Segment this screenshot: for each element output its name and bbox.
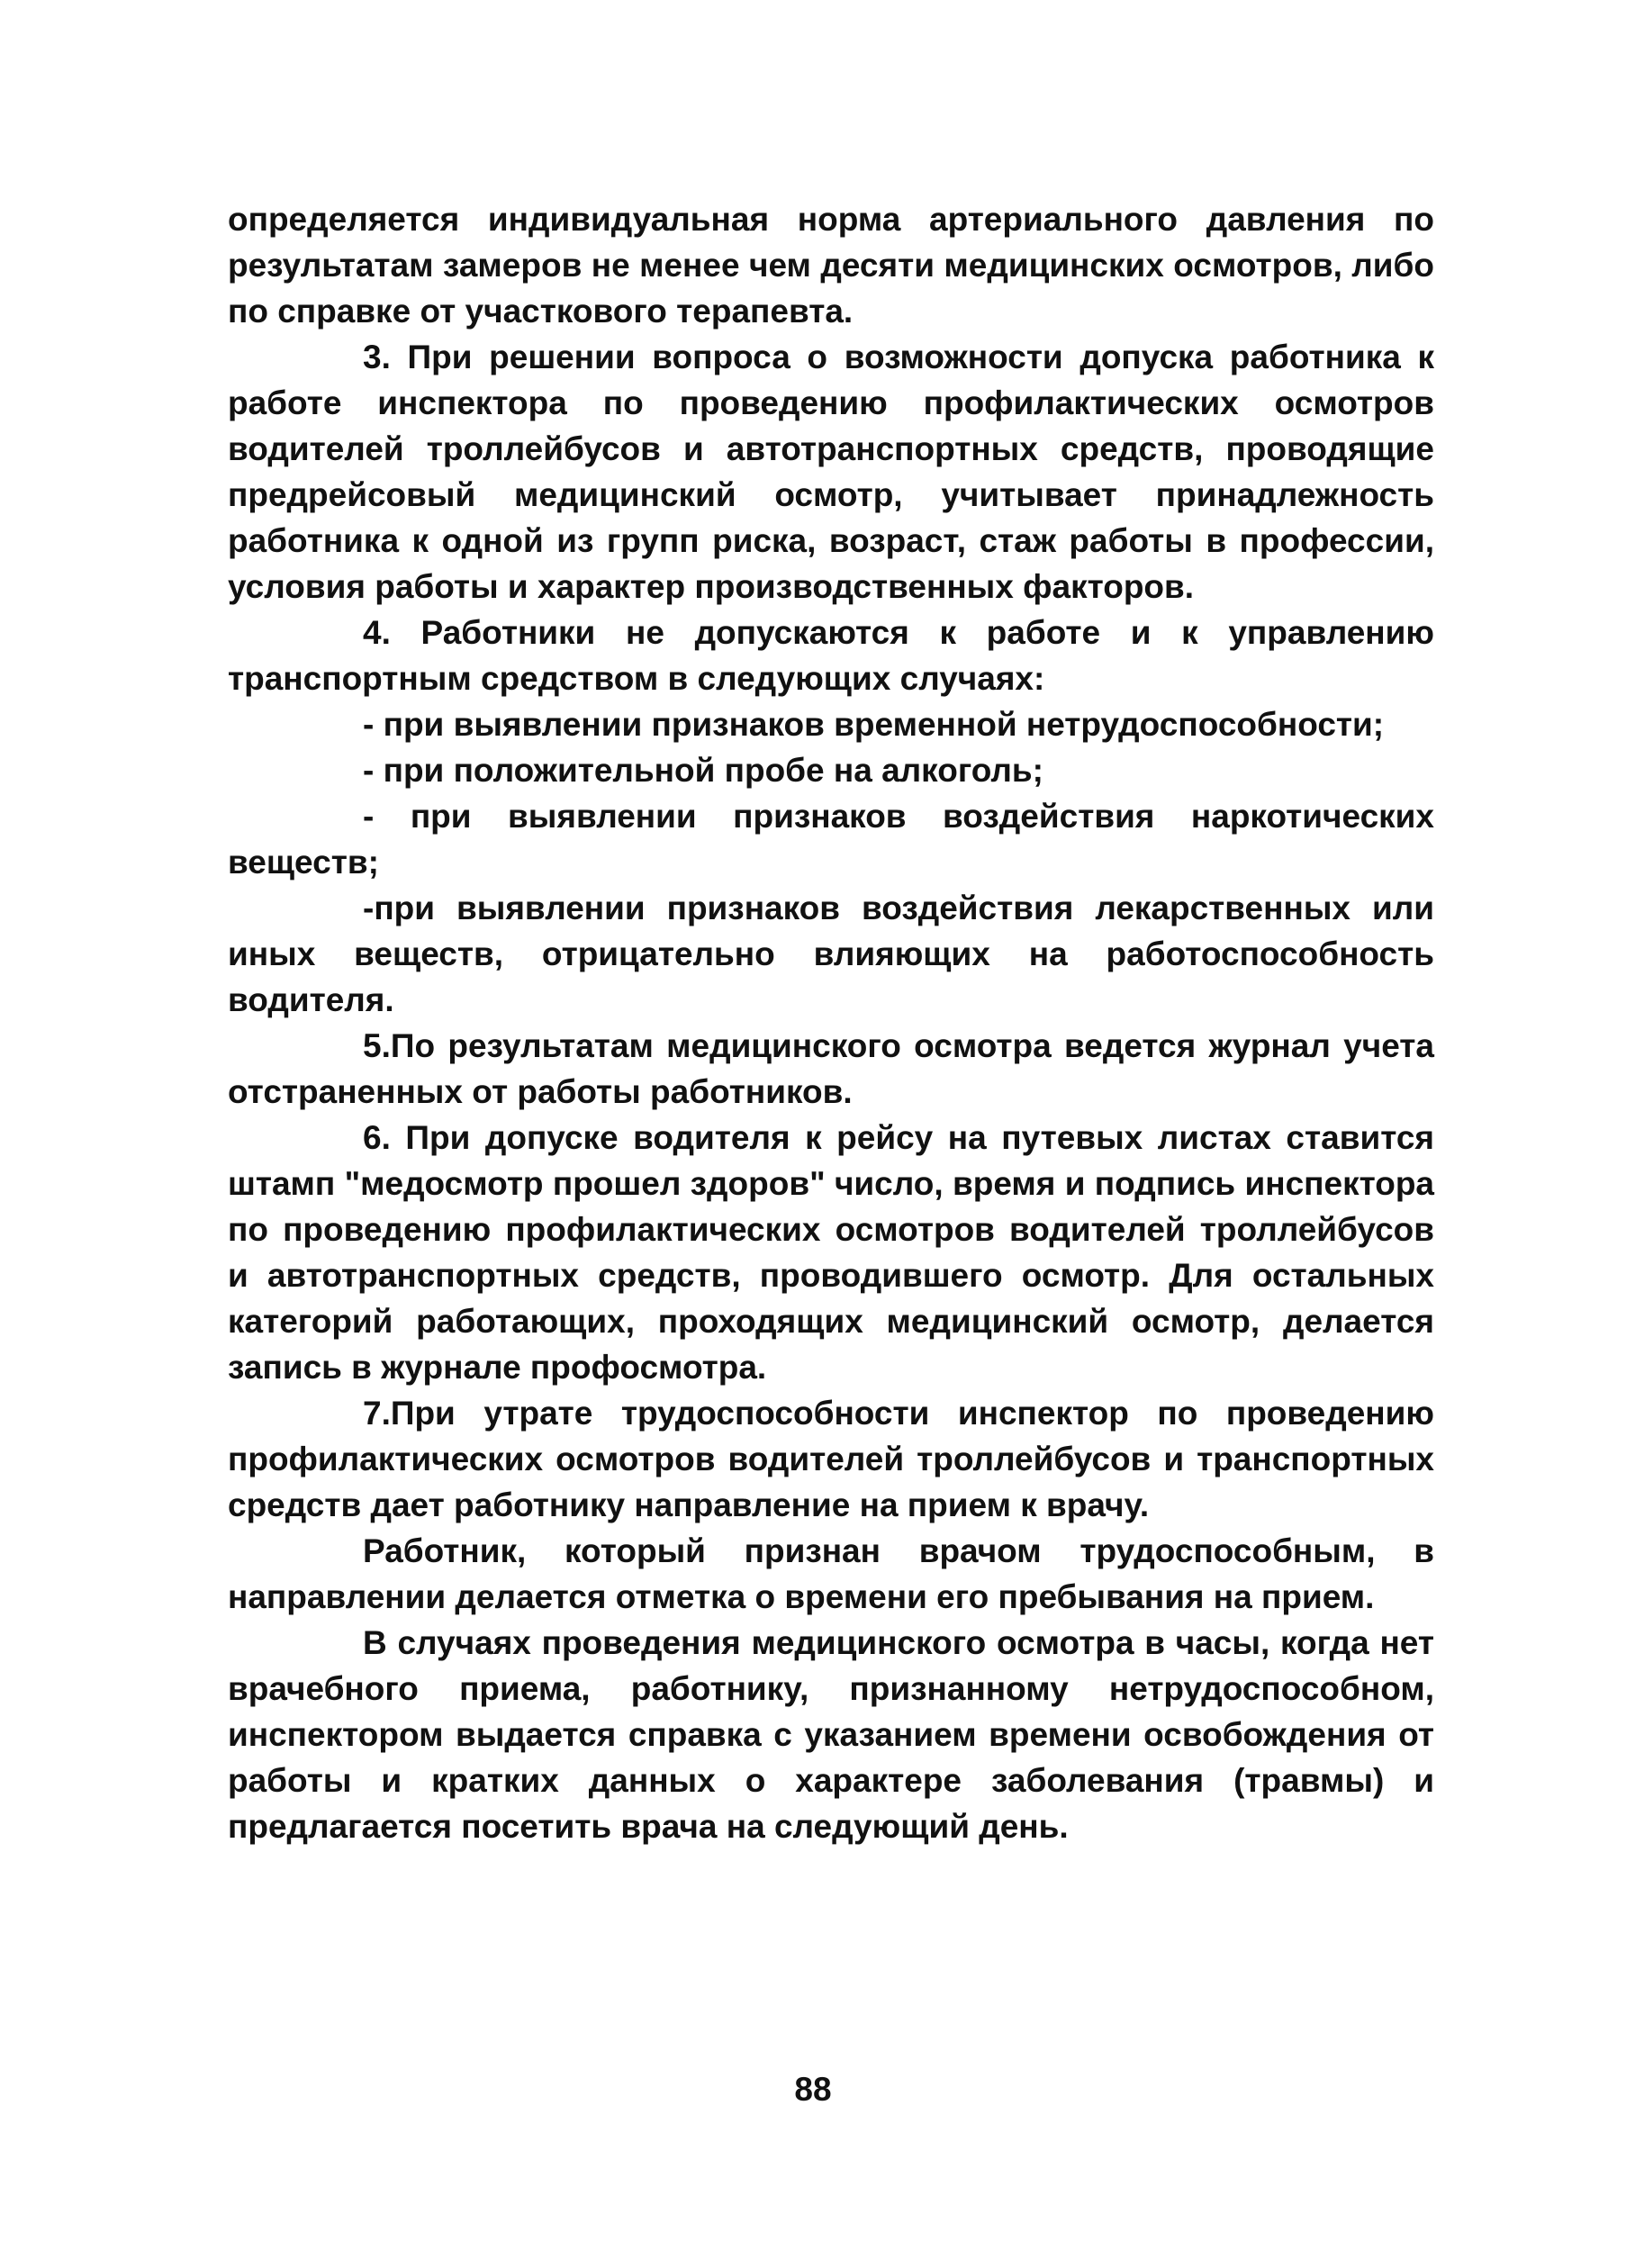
paragraph-item-6: 6. При допуске водителя к рейсу на путевых листах ставится штамп "медосмотр прошел здоров" число, время и подпись инспектора по проведению профилактических осмотров водителей троллейбусов и автотранспортных средств, проводившего осмотр. Для остальных категорий работающих, проходящих медицинский осмотр, делается запись в журнале профосмотра.	[228, 1119, 1434, 1386]
page-number: 88	[794, 2071, 832, 2108]
paragraph-continuation: определяется индивидуальная норма артериального давления по результатам замеров не менее чем десяти медицинских осмотров, либо по справке от участкового терапевта.	[228, 201, 1434, 330]
list-item-temporary-disability: - при выявлении признаков временной нетрудоспособности;	[363, 706, 1385, 743]
list-item-narcotics: - при выявлении признаков воздействия наркотических веществ;	[228, 798, 1434, 881]
paragraph-item-4: 4. Работники не допускаются к работе и к управлению транспортным средством в следующих случаях:	[228, 614, 1434, 697]
paragraph-no-doctor-hours: В случаях проведения медицинского осмотра в часы, когда нет врачебного приема, работнику, признанному нетрудоспособном, инспектором выдается справка с указанием времени освобождения от работы и кратких данных о характере заболевания (травмы) и предлагается посетить врача на следующий день.	[228, 1624, 1434, 1845]
paragraph-item-5: 5.По результатам медицинского осмотра ведется журнал учета отстраненных от работы работников.	[228, 1027, 1434, 1110]
list-item-alcohol-test: - при положительной пробе на алкоголь;	[363, 752, 1043, 789]
paragraph-item-7: 7.При утрате трудоспособности инспектор по проведению профилактических осмотров водителей троллейбусов и транспортных средств дает работнику направление на прием к врачу.	[228, 1395, 1434, 1523]
paragraph-fit-for-work: Работник, который признан врачом трудоспособным, в направлении делается отметка о времени его пребывания на прием.	[228, 1532, 1434, 1615]
list-item-medications: -при выявлении признаков воздействия лекарственных или иных веществ, отрицательно влияющих на работоспособность водителя.	[228, 890, 1434, 1018]
paragraph-item-3: 3. При решении вопроса о возможности допуска работника к работе инспектора по проведению профилактических осмотров водителей троллейбусов и автотранспортных средств, проводящие предрейсовый медицинский осмотр, учитывает принадлежность работника к одной из групп риска, возраст, стаж работы в профессии, условия работы и характер производственных факторов.	[228, 339, 1434, 605]
body-text	[228, 196, 1434, 1849]
